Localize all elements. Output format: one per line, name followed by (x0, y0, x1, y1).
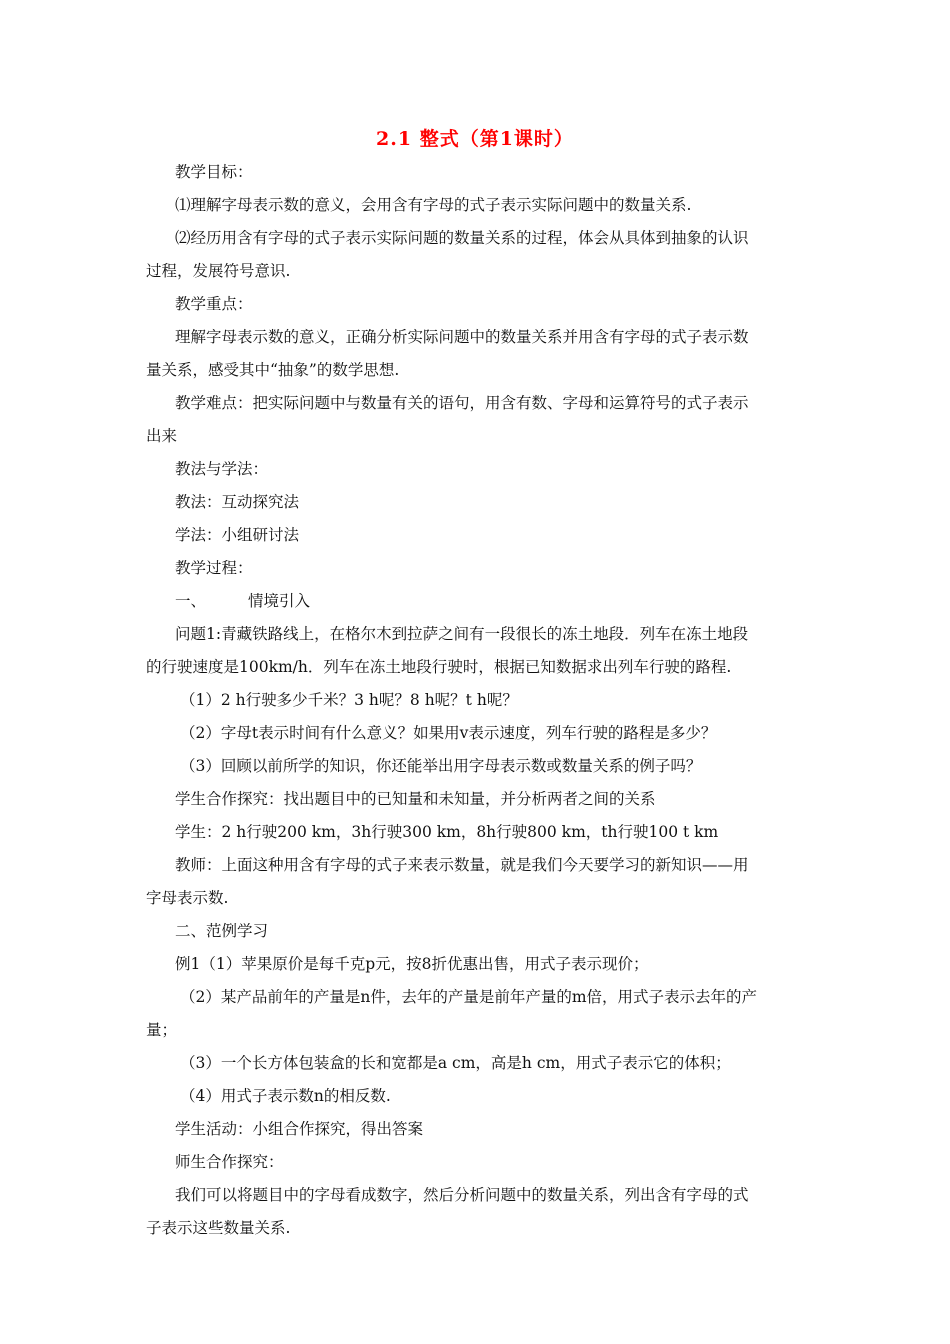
text-line: 二、范例学习 (175, 922, 269, 940)
document-title: 2.1 整式（第1课时） (376, 128, 574, 150)
text-line: 学生：2 h行驶200 km，3h行驶300 km，8h行驶800 km，th行驶100 t km (175, 823, 719, 841)
text-line: （4）用式子表示数n的相反数. (180, 1087, 391, 1105)
text-line: 的行驶速度是100km/h．列车在冻土地段行驶时，根据已知数据求出列车行驶的路程. (146, 658, 732, 676)
text-line: 教学目标： (175, 163, 253, 181)
text-line: 字母表示数. (146, 889, 229, 907)
text-line: 我们可以将题目中的字母看成数字，然后分析问题中的数量关系，列出含有字母的式 (175, 1186, 749, 1204)
text-line: 问题1:青藏铁路线上，在格尔木到拉萨之间有一段很长的冻土地段．列车在冻土地段 (175, 625, 749, 643)
text-line: 子表示这些数量关系. (146, 1219, 291, 1237)
text-line: 过程，发展符号意识. (146, 262, 291, 280)
text-line: 教法：互动探究法 (175, 493, 300, 511)
section-label: 情境引入 (248, 592, 311, 610)
text-line: 理解字母表示数的意义，正确分析实际问题中的数量关系并用含有字母的式子表示数 (175, 328, 749, 346)
text-line: （3）回顾以前所学的知识，你还能举出用字母表示数或数量关系的例子吗？ (180, 757, 702, 775)
text-line: 学生活动：小组合作探究，得出答案 (175, 1120, 424, 1138)
text-line: （1）2 h行驶多少千米？3 h呢？8 h呢？t h呢？ (180, 691, 518, 709)
text-line: 出来 (146, 427, 178, 445)
text-line: 教学难点：把实际问题中与数量有关的语句，用含有数、字母和运算符号的式子表示 (175, 394, 749, 412)
text-line: 教学过程： (175, 559, 253, 577)
text-line: ⑵经历用含有字母的式子表示实际问题的数量关系的过程，体会从具体到抽象的认识 (175, 229, 749, 247)
text-line: 例1（1）苹果原价是每千克p元，按8折优惠出售，用式子表示现价； (175, 955, 649, 973)
text-line: 量关系，感受其中“抽象”的数学思想. (146, 361, 400, 379)
text-line: （3）一个长方体包装盒的长和宽都是a cm，高是h cm，用式子表示它的体积； (180, 1054, 731, 1072)
text-line: 教师：上面这种用含有字母的式子来表示数量，就是我们今天要学习的新知识——用 (175, 856, 749, 874)
text-line: 师生合作探究： (175, 1153, 284, 1171)
text-line: 学生合作探究：找出题目中的已知量和未知量，并分析两者之间的关系 (175, 790, 656, 808)
section-number: 一、 (175, 592, 207, 610)
text-line: 量； (146, 1021, 178, 1039)
text-line: （2）字母t表示时间有什么意义？如果用v表示速度，列车行驶的路程是多少？ (180, 724, 717, 742)
text-line: 教学重点： (175, 295, 253, 313)
text-line: 学法：小组研讨法 (175, 526, 300, 544)
text-line: 教法与学法： (175, 460, 269, 478)
section-heading (175, 591, 843, 611)
text-line: ⑴理解字母表示数的意义，会用含有字母的式子表示实际问题中的数量关系. (175, 196, 692, 214)
text-line: （2）某产品前年的产量是n件，去年的产量是前年产量的m倍，用式子表示去年的产 (180, 988, 758, 1006)
